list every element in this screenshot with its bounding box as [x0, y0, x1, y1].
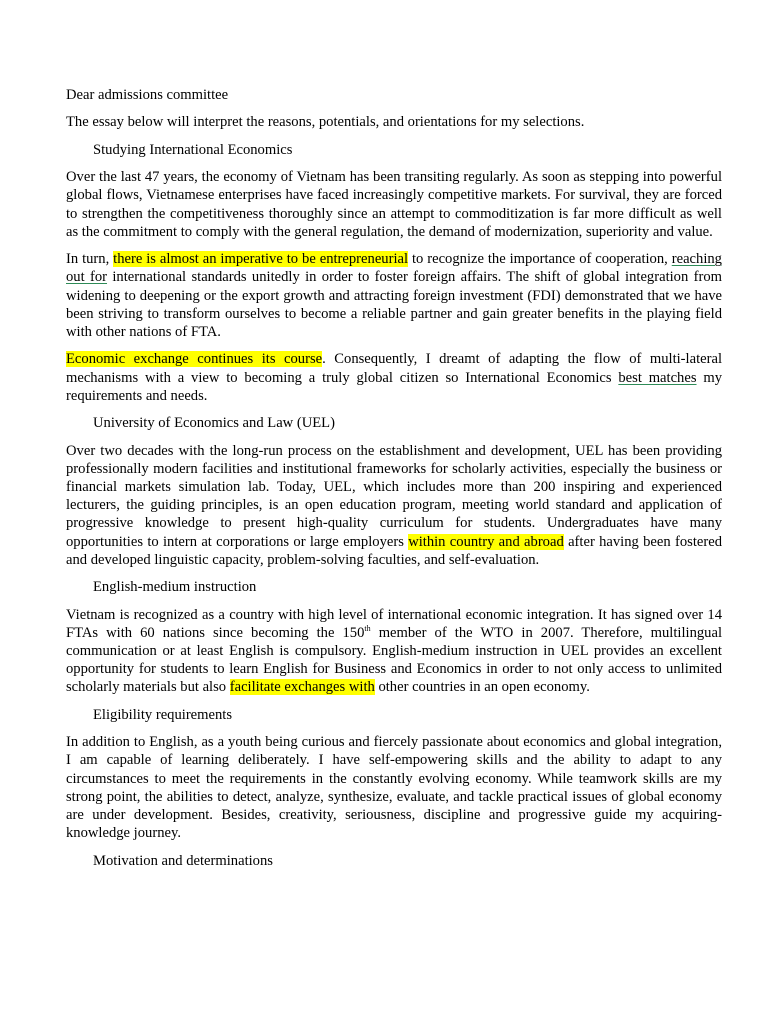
grammar-underlined-text[interactable]: reaching out for [66, 251, 722, 286]
ordinal-superscript: th [364, 623, 371, 633]
paragraph-english-medium [66, 606, 722, 697]
section-heading-english-medium: English-medium instruction [93, 579, 257, 596]
intro-paragraph: The essay below will interpret the reasons, potentials, and orientations for my selections. [66, 114, 585, 131]
section-heading-uel: University of Economics and Law (UEL) [93, 415, 335, 432]
paragraph-text: international standards unitedly in order to foster foreign affairs. The shift of global integration from widening to deepening or the export growth and attracting foreign investment (FDI) demonstrated that we have been striving to transform ourselves to become a reliable partner and gain greater benefits in the playing field with other nations of FTA. [66, 269, 722, 340]
paragraph-text: to recognize the importance of cooperation, [408, 251, 672, 268]
section-heading-motivation: Motivation and determinations [93, 852, 273, 869]
grammar-underlined-text[interactable]: best matches [618, 369, 697, 386]
paragraph-text: Vietnam is recognized as a country with high level of international economic integration. It has signed over 14 FTAs with 60 nations since becoming the 150 [66, 606, 722, 641]
highlighted-text[interactable]: facilitate exchanges with [229, 679, 375, 696]
salutation: Dear admissions committee [66, 87, 229, 103]
document-page [66, 86, 722, 879]
highlighted-text[interactable]: within country and abroad [408, 533, 564, 550]
paragraph-uel [66, 442, 722, 569]
section-heading-eligibility: Eligibility requirements [93, 706, 233, 723]
paragraph-economy-vietnam: Over the last 47 years, the economy of Vietnam has been transiting regularly. As soon as stepping into powerful global flows, Vietnamese enterprises have faced increasingly competitive markets. For survival, they are forced to strengthen the competitiveness thoroughly since an attempt to commoditization is far more difficult as well as the commitment to comply with the general regulation, the demand of modernization, superiority and value. [66, 169, 722, 240]
highlighted-text[interactable]: there is almost an imperative to be entrepreneurial [113, 251, 409, 268]
paragraph-text: Over two decades with the long-run process on the establishment and development, UEL has been providing professionally modern facilities and institutional frameworks for scholarly activities, especially the business or financial markets simulation lab. Today, UEL, which includes more than 200 inspiring and experienced lecturers, the guiding principles, is an open education program, meeting world standard and application of progressive knowledge to present high-quality curriculum for students. Undergraduates have many opportunities to intern at corporations or large employers [66, 442, 722, 550]
paragraph-text: member of the WTO in 2007. Therefore, multilingual communication or at least English is compulsory. English-medium instruction in UEL provides an excellent opportunity for students to learn English for Business and Economics in order to not only access to unlimited scholarly materials but also [66, 624, 722, 696]
paragraph-text: In turn, [66, 251, 114, 268]
paragraph-text: other countries in an open economy. [374, 679, 590, 696]
paragraph-text: after having been fostered and developed linguistic capacity, problem-solving faculties, and self-evaluation. [66, 533, 722, 568]
paragraph-entrepreneurial [66, 250, 722, 341]
paragraph-text: . Consequently, I dreamt of adapting the flow of multi-lateral mechanisms with a view to becoming a truly global citizen so International Economics [66, 351, 722, 386]
paragraph-economic-exchange [66, 350, 722, 405]
highlighted-text[interactable]: Economic exchange continues its course [66, 351, 323, 368]
section-heading-international-economics: Studying International Economics [93, 141, 293, 158]
paragraph-eligibility: In addition to English, as a youth being curious and fiercely passionate about economics and global integration, I am capable of learning deliberately. I have self-empowering skills and the ability to adapt to any circumstances to meet the requirements in the constantly evolving economy. While teamwork skills are my strong point, the abilities to detect, analyze, synthesize, evaluate, and tackle practical issues of global economy are under development. Besides, creativity, seriousness, discipline and progressive guide my acquiring-knowledge journey. [66, 734, 722, 842]
paragraph-text: my requirements and needs. [66, 369, 722, 404]
